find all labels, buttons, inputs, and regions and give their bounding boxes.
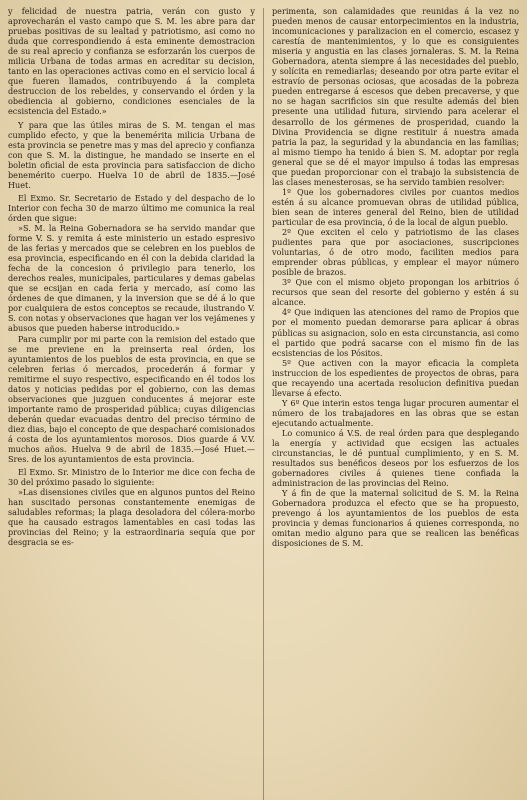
- paragraph-point-3: 3º Que con el mismo objeto propongan los arbitrios ó recursos que sean del resorte del gobierno y estén á su alcance.: [272, 277, 519, 308]
- column-divider: [263, 8, 264, 800]
- paragraph-point-1: 1º Que los gobernadores civiles por cuantos medios estén á su alcance promuevan obras de utilidad pública, bien sean de interes general del Reino, bien de utilidad particular de esa provincia, ó de la local de algun pueblo.: [272, 186, 519, 227]
- paragraph-fairs-markets-order: »S. M. la Reina Gobernadora se ha servido mandar que forme V. S. y remita á este ministerio un estado espresivo de las ferias y mercados que se celebren en los pueblos de esa provincia, especificando en él con la debida claridad la fecha de la concesion ó privilegio para tenerlo, los derechos reales, municipales, particulares y demas gabelas que se ecsijan en cada feria y mercado, así como las órdenes de que dimanen, y la inversion que se dé á lo que por cualquiera de estos conceptos se recaude, ilustrando V. S. con notas y observaciones que hagan ver los vejámenes y abusos que pueden haberse introducido.»: [8, 222, 255, 334]
- left-column: [8, 6, 255, 800]
- paragraph-civil-dissensions: »Las disensiones civiles que en algunos puntos del Reino han suscitado personas constantemente enemigas de saludables reformas; la plaga desoladora del cólera-morbo que ha causado estragos lamentables en casi todas las provincias del Reino; y la estraordinaria sequía que por desgracia se es-: [8, 487, 255, 548]
- paragraph-minister-intro: El Exmo. Sr. Ministro de lo Interior me dice con fecha de 30 del próximo pasado lo siguiente:: [8, 467, 255, 488]
- paragraph-secretary-intro: El Exmo. Sr. Secretario de Estado y del despacho de lo Interior con fecha 30 de marzo último me comunica la real órden que sigue:: [8, 192, 255, 223]
- paragraph-publication-order: Y para que las útiles miras de S. M. tengan el mas cumplido efecto, y que la benemérita milicia Urbana de esta provincia se penetre mas y mas del aprecio y confianza con que S. M. la distingue, he mandado se inserte en el boletin oficial de esta provincia para satisfaccion de dicho benemérito cuerpo. Huelva 10 de abril de 1835.—José Huet.: [8, 119, 255, 190]
- paragraph-point-2: 2º Que exciten el celo y patriotismo de las clases pudientes para que por asociaciones, suscripciones voluntarias, ó de otro modo, faciliten medios para emprender obras públicas, y emplear el mayor número posible de brazos.: [272, 227, 519, 278]
- right-column: [272, 6, 519, 800]
- paragraph-final-instruction: Y á fin de que la maternal solicitud de S. M. la Reina Gobernadora produzca el efecto que se ha propuesto, prevengo á los ayuntamientos de los pueblos de esta provincia y demas funcionarios á quienes corresponda, no omitan medio alguno para que se realicen las benéficas disposiciones de S. M.: [272, 488, 519, 549]
- paragraph-calamities: perimenta, son calamidades que reunidas á la vez no pueden menos de causar entorpecimientos en la industria, incomunicaciones y paralizacion en el comercio, escasez y carestía de mantenimientos, y lo que es consiguientes miseria y angustia en las clases jornaleras. S. M. la Reina Gobernadora, atenta siempre á las necesidades del pueblo, y solícita en remediarlas; deseando por otra parte evitar el estravío de personas ociosas, que acosadas de la pobreza pueden entregarse á escesos que deben precaverse, y que no se hagan sacrificios sin que resulte además del bien presente una utilidad futura, sirviendo para acelerar el desarrollo de los gérmenes de prosperidad, cuando la Divina Providencia se digne restituir á nuestra amada patria la paz, la seguridad y la abundancia en las familias; al mismo tiempo ha tenido á bien S. M. adoptar por regla general que se dé el mayor impulso á todas las empresas que puedan proporcionar con el trabajo la subsistencia de las clases menesterosas, se ha servido tambien resolver:: [272, 6, 519, 187]
- two-column-layout: [8, 6, 519, 800]
- paragraph-point-5: 5º Que activen con la mayor eficacia la completa instruccion de los espedientes de proyectos de obras, para que recayendo una acertada resolucion definitiva puedan llevarse á efecto.: [272, 357, 519, 398]
- paragraph-point-4: 4º Que indiquen las atenciones del ramo de Propios que por el momento puedan demorarse para aplicar á obras públicas su asignacion, solo en esta circunstancia, asi como el partido que podrá sacarse con el mismo fin de las ecsistencias de los Pósitos.: [272, 307, 519, 358]
- paragraph-ayuntamientos-instruction: Para cumplir por mi parte con la remision del estado que se me previene en la preinserta real órden, los ayuntamientos de los pueblos de esta provincia, en que se celebren ferias ó mercados, procederán á formar y remitirme el suyo respectivo, especificando en él todos los datos y noticias pedidas por el gobierno, con las demas observaciones que juzguen conducentes á mejorar este importante ramo de prosperidad pública; cuyas diligencias deberán quedar evacuadas dentro del preciso término de diez dias, bajo el concepto de que despacharé comisionados á costa de los ayuntamientos morosos. Dios guarde á V.V. muchos años. Huelva 9 de abril de 1835.—José Huet.—Sres. de los ayuntamientos de esta provincia.: [8, 333, 255, 465]
- paragraph-urban-militia-end: y felicidad de nuestra patria, verán con gusto y aprovecharán el vasto campo que S. M. les abre para dar pruebas positivas de su lealtad y patriotismo, asi como no duda que correspondiendo á esta eminente demostracion de su real aprecio y confianza se esforzarán los cuerpos de milicia Urbana de todas armas en acreditar su decision, tanto en las operaciones activas como en el servicio local á que fueren llamados, contribuyendo á la completa destruccion de los rebeldes, y conservando el órden y la obediencia al gobierno, condiciones esenciales de la ecsistencia del Estado.»: [8, 6, 255, 117]
- paragraph-communication: Lo comunico á V.S. de real órden para que desplegando la energía y actividad que ecsigen las actuales circunstancias, le dé puntual cumplimiento, y en S. M. resultados sus benéficos deseos por los esfuerzos de los gobernadores civiles á quienes tiene confiada la administracion de las provincias del Reino.: [272, 427, 519, 489]
- paragraph-point-6: Y 6º Que interin estos tenga lugar procuren aumentar el número de los trabajadores en las obras que se estan ejecutando actualmente.: [272, 397, 519, 428]
